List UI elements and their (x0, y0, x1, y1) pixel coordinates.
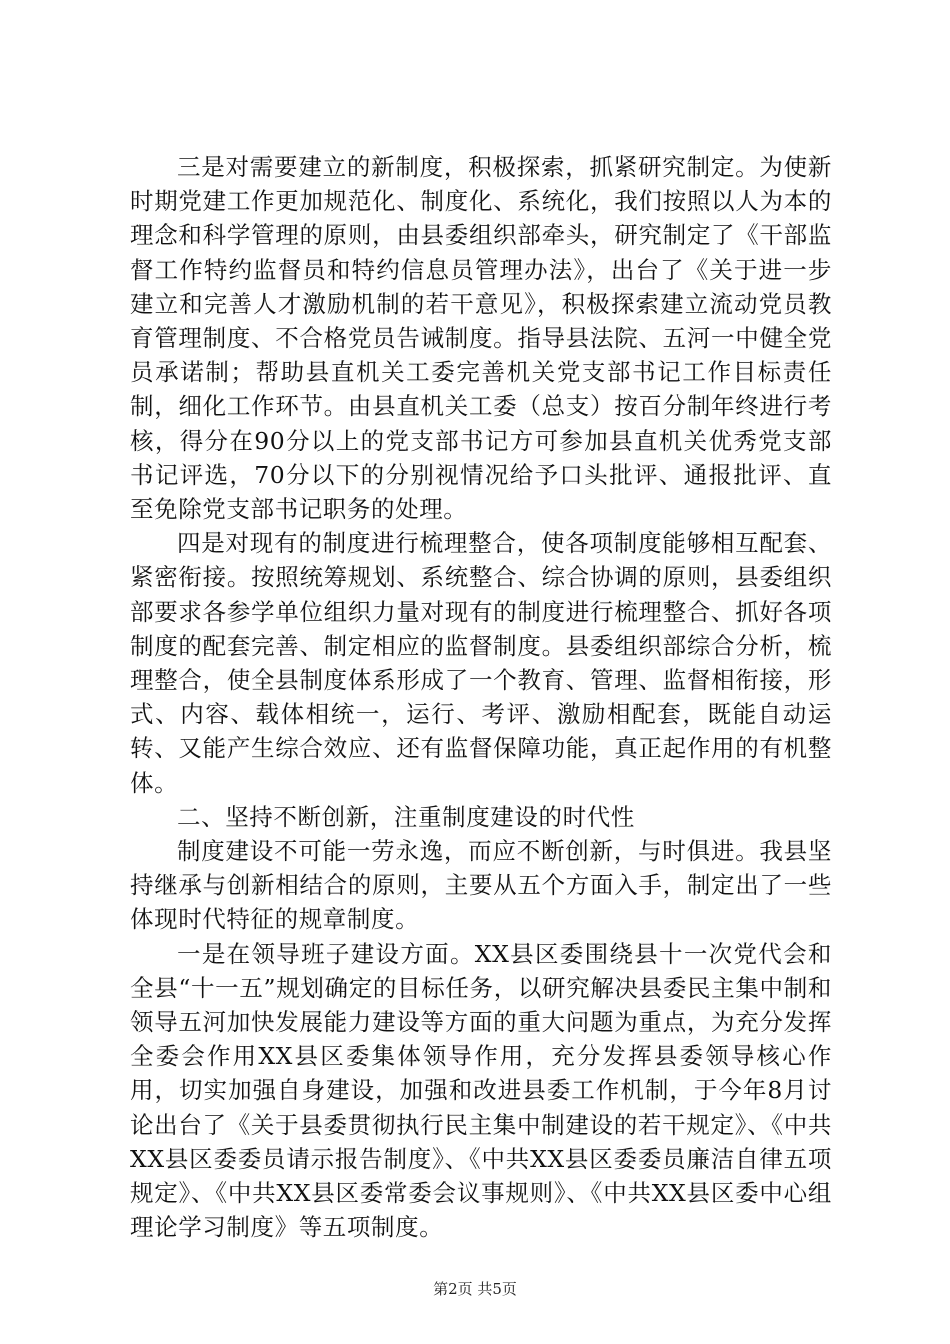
section-heading: 二、坚持不断创新，注重制度建设的时代性 (177, 802, 635, 831)
paragraph-3: 制度建设不可能一劳永逸，而应不断创新，与时俱进。我县坚持继承与创新相结合的原则，主要从五个方面入手，制定出了一些体现时代特征的规章制度。 (130, 837, 832, 934)
paragraph-2: 四是对现有的制度进行梳理整合，使各项制度能够相互配套、紧密衔接。按照统筹规划、系统整合、综合协调的原则，县委组织部要求各参学单位组织力量对现有的制度进行梳理整合、抓好各项制度的配套完善、制定相应的监督制度。县委组织部综合分析，梳理整合，使全县制度体系形成了一个教育、管理、监督相衔接，形式、内容、载体相统一，运行、考评、激励相配套，既能自动运转、又能产生综合效应、还有监督保障功能，真正起作用的有机整体。 (130, 529, 832, 797)
paragraph-1: 三是对需要建立的新制度，积极探索，抓紧研究制定。为使新时期党建工作更加规范化、制度化、系统化，我们按照以人为本的理念和科学管理的原则，由县委组织部牵头，研究制定了《干部监督工作特约监督员和特约信息员管理办法》，出台了《关于进一步建立和完善人才激励机制的若干意见》，积极探索建立流动党员教育管理制度、不合格党员告诫制度。指导县法院、五河一中健全党员承诺制；帮助县直机关工委完善机关党支部书记工作目标责任制，细化工作环节。由县直机关工委（总支）按百分制年终进行考核，得分在90分以上的党支部书记方可参加县直机关优秀党支部书记评选，70分以下的分别视情况给予口头批评、通报批评、直至免除党支部书记职务的处理。 (130, 153, 832, 524)
page-footer: 第2页 共5页 (433, 1280, 517, 1298)
document-body (130, 150, 832, 1245)
paragraph-4: 一是在领导班子建设方面。XX县区委围绕县十一次党代会和全县“十一五”规划确定的目标任务，以研究解决县委民主集中制和领导五河加快发展能力建设等方面的重大问题为重点，为充分发挥全委会作用XX县区委集体领导作用，充分发挥县委领导核心作用，切实加强自身建设，加强和改进县委工作机制，于今年8月讨论出台了《关于县委贯彻执行民主集中制建设的若干规定》、《中共XX县区委委员请示报告制度》、《中共XX县区委委员廉洁自律五项规定》、《中共XX县区委常委会议事规则》、《中共XX县区委中心组理论学习制度》等五项制度。 (130, 939, 832, 1242)
